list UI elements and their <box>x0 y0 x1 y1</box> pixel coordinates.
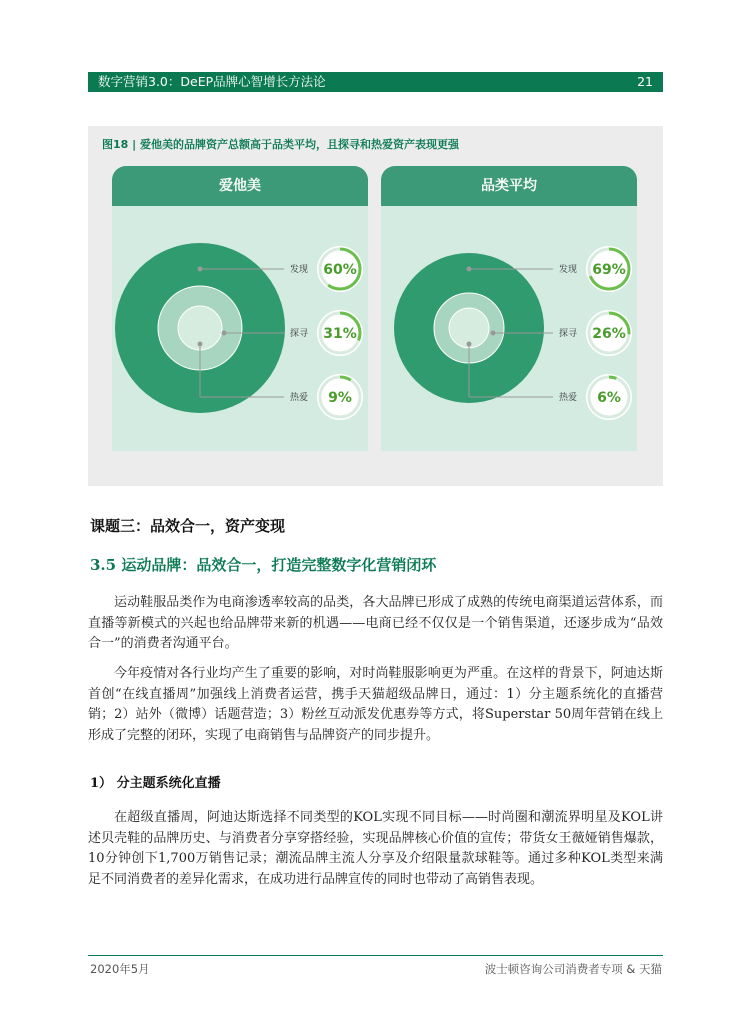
panel-category-average <box>381 178 637 451</box>
sub-heading: 1） 分主题系统化直播 <box>90 776 221 791</box>
figure-18 <box>88 126 663 486</box>
footer-source: 波士顿咨询公司消费者专项 & 天猫 <box>484 962 662 976</box>
page-number: 21 <box>637 74 653 89</box>
running-header <box>88 72 663 92</box>
panel-title: 爱他美 <box>112 166 368 206</box>
paragraph-2: 今年疫情对各行业均产生了重要的影响，对时尚鞋服影响更为严重。在这样的背景下，阿迪达斯首创“在线直播周”加强线上消费者运营，携手天猫超级品牌日，通过：1）分主题系统化的直播营销；2）站外（微博）话题营造；3）粉丝互动派发优惠券等方式，将Superstar 50周年营销在线上形成了完整的闭环，实现了电商销售与品牌资产的同步提升。 <box>88 666 663 743</box>
stat-label-discover: 发现 <box>559 265 578 275</box>
panel-title: 品类平均 <box>381 166 637 206</box>
brand-equity-diagram <box>381 206 637 451</box>
section-heading: 3.5 运动品牌：品效合一，打造完整数字化营销闭环 <box>90 556 437 574</box>
dot-discover <box>467 267 472 272</box>
stat-value-explore: 26% <box>592 326 626 342</box>
stat-label-explore: 探寻 <box>290 329 309 339</box>
panel-aitamei <box>112 178 368 451</box>
section-topic: 课题三：品效合一，资产变现 <box>90 517 286 535</box>
header-title: 数字营销3.0：DeEP品牌心智增长方法论 <box>98 74 326 89</box>
dot-love <box>198 342 203 347</box>
dot-love <box>467 342 472 347</box>
footer-date: 2020年5月 <box>90 962 150 976</box>
stat-value-explore: 31% <box>323 326 357 342</box>
paragraph-3: 在超级直播周，阿迪达斯选择不同类型的KOL实现不同目标——时尚圈和潮流界明星及KOL讲述贝壳鞋的品牌历史、与消费者分享穿搭经验，实现品牌核心价值的宣传；带货女王薇娅销售爆款，10分钟创下1,700万销售记录；潮流品牌主流人分享及介绍限量款球鞋等。通过多种KOL类型来满足不同消费者的差异化需求，在成功进行品牌宣传的同时也带动了高销售表现。 <box>88 810 663 887</box>
figure-caption: 图18 | 爱他美的品牌资产总额高于品类平均，且探寻和热爱资产表现更强 <box>102 138 459 151</box>
stat-label-love: 热爱 <box>290 393 309 403</box>
footer-divider <box>88 955 663 956</box>
stat-label-explore: 探寻 <box>559 329 578 339</box>
dot-discover <box>198 267 203 272</box>
stat-value-discover: 60% <box>323 262 357 278</box>
brand-equity-diagram <box>112 206 368 451</box>
stat-value-love: 6% <box>597 390 621 406</box>
stat-value-love: 9% <box>328 390 352 406</box>
stat-label-discover: 发现 <box>290 265 309 275</box>
dot-explore <box>222 331 227 336</box>
paragraph-1: 运动鞋服品类作为电商渗透率较高的品类，各大品牌已形成了成熟的传统电商渠道运营体系，而直播等新模式的兴起也给品牌带来新的机遇——电商已经不仅仅是一个销售渠道，还逐步成为“品效合一”的消费者沟通平台。 <box>88 595 663 651</box>
stat-value-discover: 69% <box>592 262 626 278</box>
dot-explore <box>491 331 496 336</box>
stat-label-love: 热爱 <box>559 393 578 403</box>
